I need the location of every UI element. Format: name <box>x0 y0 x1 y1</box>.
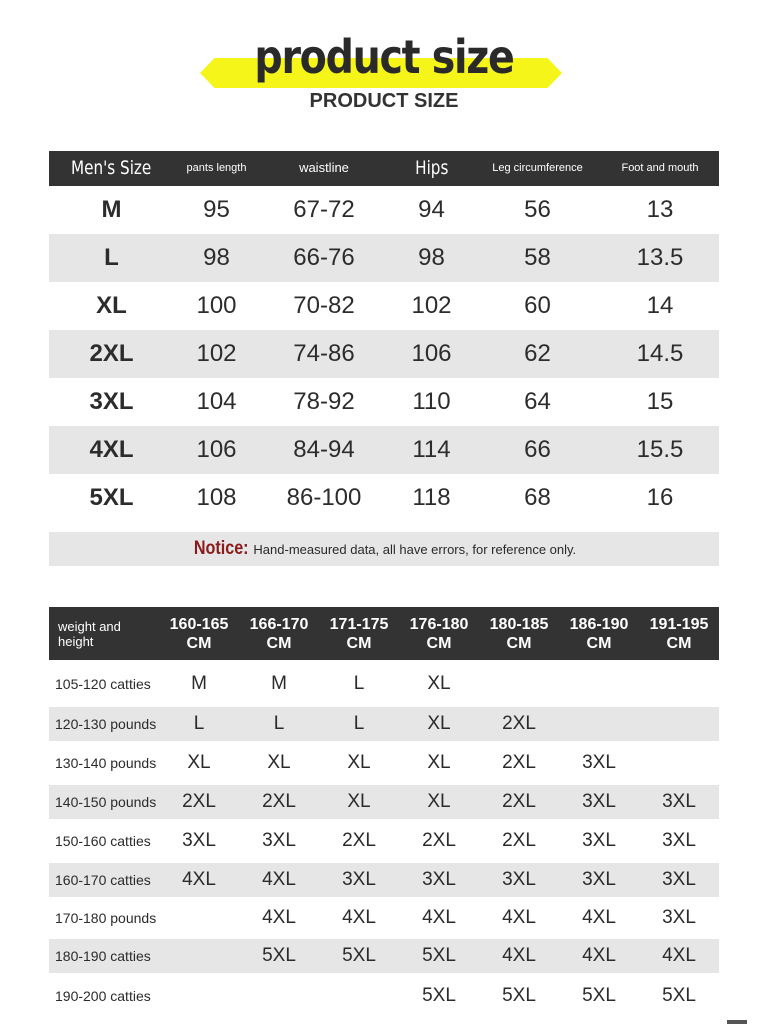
size-value: 108 <box>196 484 237 511</box>
height-header: 176-180 CM <box>409 615 469 652</box>
size-value: 15.5 <box>636 436 684 463</box>
size-value: 110 <box>412 388 451 415</box>
weight-table-header <box>49 607 719 660</box>
size-value: 94 <box>418 196 445 223</box>
size-label: 3XL <box>89 388 134 415</box>
page-title: product size <box>254 30 514 84</box>
weight-table-body <box>49 660 719 1018</box>
size-value: 64 <box>524 388 551 415</box>
size-label: M <box>101 196 122 223</box>
size-value: 68 <box>524 484 551 511</box>
height-header: 171-175 CM <box>329 615 389 652</box>
recommended-size: 2XL <box>422 830 456 851</box>
size-label: 4XL <box>89 436 134 463</box>
size-label: 5XL <box>89 484 134 511</box>
size-value: 102 <box>196 340 237 367</box>
size-value: 62 <box>524 340 551 367</box>
recommended-size: 3XL <box>582 752 616 773</box>
size-value: 58 <box>524 244 551 271</box>
weight-label: 190-200 catties <box>55 987 151 1004</box>
weight-row <box>49 660 719 707</box>
recommended-size: XL <box>427 791 451 812</box>
size-label: 2XL <box>89 340 134 367</box>
height-header: 191-195 CM <box>649 615 709 652</box>
recommended-size: 5XL <box>262 945 296 966</box>
weight-row <box>49 741 719 785</box>
size-value: 15 <box>646 388 674 415</box>
recommended-size: 4XL <box>662 945 696 966</box>
recommended-size: 3XL <box>662 869 696 890</box>
recommended-size: XL <box>347 791 371 812</box>
size-value: 86-100 <box>286 484 362 511</box>
size-row <box>49 378 719 426</box>
header-pants-length: pants length <box>186 162 247 175</box>
size-row <box>49 330 719 378</box>
size-value: 67-72 <box>293 196 355 223</box>
weight-row <box>49 973 719 1018</box>
header-weight-height: weight and height <box>58 618 121 649</box>
recommended-size: 3XL <box>502 869 536 890</box>
size-row <box>49 282 719 330</box>
height-header: 166-170 CM <box>249 615 309 652</box>
height-header: 160-165 CM <box>169 615 229 652</box>
weight-height-table <box>49 607 719 1018</box>
size-value: 78-92 <box>293 388 355 415</box>
size-value: 66 <box>524 436 551 463</box>
size-label: L <box>104 244 119 271</box>
recommended-size: 2XL <box>262 791 296 812</box>
weight-label: 140-150 pounds <box>55 794 157 810</box>
recommended-size: XL <box>267 752 291 773</box>
size-row <box>49 234 719 282</box>
recommended-size: 5XL <box>422 984 456 1006</box>
recommended-size: 3XL <box>342 869 376 890</box>
size-value: 95 <box>203 196 230 223</box>
size-value: 14 <box>646 292 674 319</box>
size-value: 74-86 <box>293 340 355 367</box>
weight-row <box>49 939 719 973</box>
recommended-size: 2XL <box>502 713 536 734</box>
size-row <box>49 426 719 474</box>
recommended-size: 3XL <box>422 869 456 890</box>
recommended-size: 3XL <box>582 830 616 851</box>
recommended-size: 3XL <box>662 907 696 928</box>
weight-row <box>49 819 719 863</box>
size-value: 56 <box>524 196 551 223</box>
weight-row <box>49 897 719 939</box>
weight-label: 180-190 catties <box>55 948 151 964</box>
recommended-size: 4XL <box>422 907 456 928</box>
size-row <box>49 186 719 234</box>
size-table-header <box>49 151 719 186</box>
size-value: 100 <box>196 292 237 319</box>
height-header: 186-190 CM <box>569 615 629 652</box>
header-waistline: waistline <box>299 160 349 176</box>
recommended-size: 5XL <box>582 984 616 1006</box>
size-value: 16 <box>646 484 674 511</box>
recommended-size: 5XL <box>422 945 456 966</box>
recommended-size: 4XL <box>182 869 216 890</box>
header-mens-size: Men's Size <box>71 157 152 180</box>
recommended-size: 5XL <box>662 984 696 1006</box>
weight-label: 160-170 catties <box>55 872 151 888</box>
weight-row <box>49 707 719 741</box>
size-value: 106 <box>196 436 237 463</box>
size-row <box>49 474 719 522</box>
weight-row <box>49 785 719 819</box>
recommended-size: XL <box>187 752 211 773</box>
recommended-size: 4XL <box>502 945 536 966</box>
size-value: 84-94 <box>293 436 355 463</box>
size-value: 60 <box>524 292 551 319</box>
notice-text: Hand-measured data, all have errors, for reference only. <box>253 541 577 557</box>
recommended-size: XL <box>427 672 451 694</box>
size-value: 98 <box>203 244 230 271</box>
size-value: 13 <box>646 196 674 223</box>
size-value: 106 <box>411 340 452 367</box>
recommended-size: M <box>191 672 207 694</box>
size-value: 98 <box>418 244 445 271</box>
page-subtitle: PRODUCT SIZE <box>309 90 459 112</box>
recommended-size: L <box>353 713 365 734</box>
recommended-size: 2XL <box>502 791 536 812</box>
weight-label: 120-130 pounds <box>55 716 157 732</box>
recommended-size: XL <box>427 713 451 734</box>
size-table-body <box>49 186 719 522</box>
notice-label: Notice: <box>193 538 249 559</box>
recommended-size: M <box>271 672 287 694</box>
size-value: 102 <box>411 292 452 319</box>
recommended-size: 3XL <box>582 869 616 890</box>
weight-label: 170-180 pounds <box>55 910 157 926</box>
recommended-size: 3XL <box>262 830 296 851</box>
size-label: XL <box>96 292 127 319</box>
recommended-size: 3XL <box>182 830 216 851</box>
recommended-size: L <box>273 713 285 734</box>
height-header: 180-185 CM <box>489 615 549 652</box>
header-foot-mouth: Foot and mouth <box>621 162 699 175</box>
recommended-size: XL <box>427 752 451 773</box>
weight-label: 105-120 catties <box>55 675 151 692</box>
weight-row <box>49 863 719 897</box>
header-leg-circumference: Leg circumference <box>492 162 583 175</box>
size-value: 66-76 <box>293 244 355 271</box>
recommended-size: 4XL <box>582 907 616 928</box>
size-value: 104 <box>196 388 237 415</box>
header-hips: Hips <box>414 157 449 180</box>
recommended-size: 2XL <box>182 791 216 812</box>
size-value: 118 <box>412 484 451 511</box>
recommended-size: 4XL <box>342 907 376 928</box>
size-value: 13.5 <box>636 244 684 271</box>
notice-row <box>49 532 719 566</box>
recommended-size: 3XL <box>662 830 696 851</box>
recommended-size: 4XL <box>502 907 536 928</box>
recommended-size: 5XL <box>342 945 376 966</box>
size-value: 70-82 <box>293 292 355 319</box>
recommended-size: 3XL <box>582 791 616 812</box>
recommended-size: L <box>353 672 365 694</box>
weight-label: 130-140 pounds <box>55 755 157 771</box>
weight-label: 150-160 catties <box>55 833 151 849</box>
recommended-size: 3XL <box>662 791 696 812</box>
size-table <box>49 151 719 522</box>
recommended-size: 4XL <box>262 869 296 890</box>
size-value: 14.5 <box>636 340 684 367</box>
title-banner <box>0 0 768 130</box>
recommended-size: 4XL <box>582 945 616 966</box>
recommended-size: L <box>193 713 205 734</box>
corner-mark <box>727 1020 747 1024</box>
recommended-size: 2XL <box>342 830 376 851</box>
recommended-size: XL <box>347 752 371 773</box>
recommended-size: 2XL <box>502 830 536 851</box>
recommended-size: 4XL <box>262 907 296 928</box>
recommended-size: 5XL <box>502 984 536 1006</box>
recommended-size: 2XL <box>502 752 536 773</box>
size-value: 114 <box>412 436 451 463</box>
